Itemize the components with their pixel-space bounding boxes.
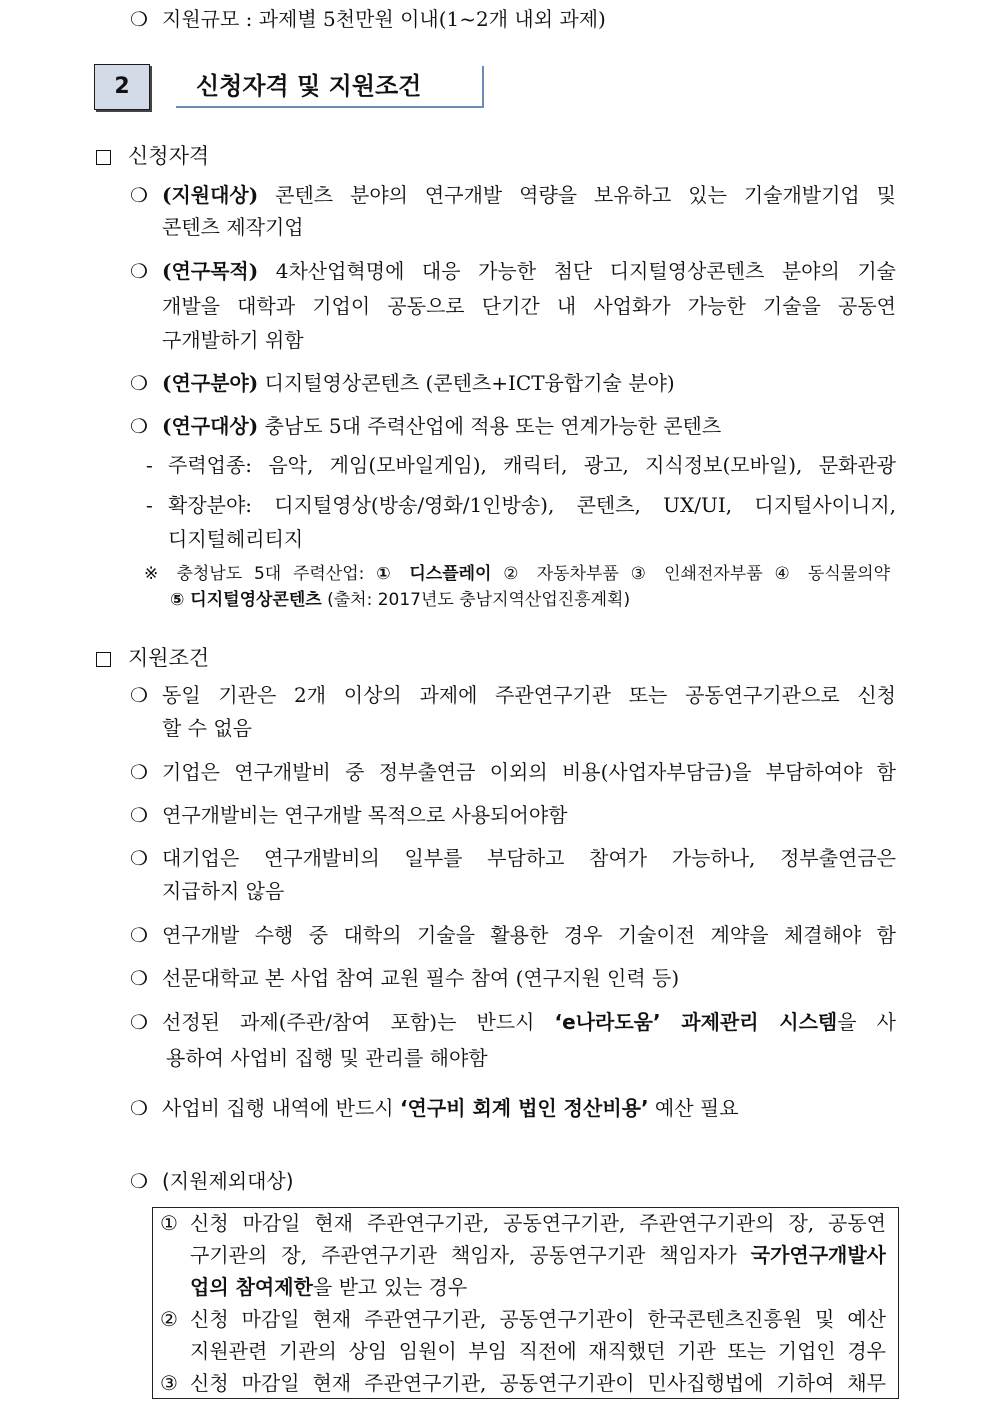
eligibility-item-target: (지원대상) 콘텐츠 분야의 연구개발 역량을 보유하고 있는 기술개발기업 및 xyxy=(162,183,896,207)
conditions-heading: 지원조건 xyxy=(128,646,210,670)
enara-condition-cont: 용하여 사업비 집행 및 관리를 해야함 xyxy=(166,1046,488,1070)
industry-note-cont: ⑤ 디지털영상콘텐츠 (출처: 2017년도 충남지역산업진흥계획) xyxy=(170,590,631,610)
support-scale-text: 지원규모 : 과제별 5천만원 이내(1~2개 내외 과제) xyxy=(162,7,606,31)
dash-bullet-icon: - xyxy=(146,493,153,517)
audit-condition: 사업비 집행 내역에 반드시 ‘연구비 회계 법인 정산비용’ 예산 필요 xyxy=(162,1096,739,1120)
eligibility-item-purpose-cont: 개발을 대학과 기업이 공동으로 단기간 내 사업화가 가능한 기술을 공동연 xyxy=(162,294,896,318)
square-bullet-icon xyxy=(96,150,111,165)
condition-item-cont: 지급하지 않음 xyxy=(162,879,285,903)
eligibility-item-subject: (연구대상) 충남도 5대 주력산업에 적용 또는 연계가능한 콘텐츠 xyxy=(162,414,722,438)
dash-bullet-icon: - xyxy=(146,453,153,477)
expansion-field-line-cont: 디지털헤리티지 xyxy=(168,527,304,551)
condition-item: 선문대학교 본 사업 참여 교원 필수 참여 (연구지원 인력 등) xyxy=(162,966,680,990)
exclusion-item-2: 신청 마감일 현재 주관연구기관, 공동연구기관이 한국콘텐츠진흥원 및 예산 xyxy=(190,1307,886,1331)
condition-item: 연구개발비는 연구개발 목적으로 사용되어야함 xyxy=(162,803,568,827)
circle-bullet-icon: ❍ xyxy=(130,1096,148,1120)
circle-bullet-icon: ❍ xyxy=(130,1010,148,1034)
circle-bullet-icon: ❍ xyxy=(130,923,148,947)
exclusion-item-1-cont: 구기관의 장, 주관연구기관 책임자, 공동연구기관 책임자가 국가연구개발사 xyxy=(190,1243,886,1267)
circle-bullet-icon: ❍ xyxy=(130,7,148,31)
exclusion-item-3: 신청 마감일 현재 주관연구기관, 공동연구기관이 민사집행법에 기하여 채무 xyxy=(190,1371,886,1395)
section-number: 2 xyxy=(94,64,150,110)
expansion-field-line: 확장분야: 디지털영상(방송/영화/1인방송), 콘텐츠, UX/UI, 디지털사이니지, xyxy=(168,493,896,517)
circle-bullet-icon: ❍ xyxy=(130,966,148,990)
main-industry-line: 주력업종: 음악, 게임(모바일게임), 캐릭터, 광고, 지식정보(모바일), 문화관광 xyxy=(168,453,896,477)
eligibility-item-purpose-cont2: 구개발하기 위함 xyxy=(162,328,304,352)
exclusion-number: ③ xyxy=(160,1371,178,1395)
industry-note: ※ 충청남도 5대 주력산업: ① 디스플레이 ② 자동차부품 ③ 인쇄전자부품 ④ 동식물의약 xyxy=(144,564,890,584)
circle-bullet-icon: ❍ xyxy=(130,1169,148,1193)
exclusion-item-2-cont: 지원관련 기관의 상임 임원이 부임 직전에 재직했던 기관 또는 기업인 경우 xyxy=(190,1339,886,1363)
section-title-box xyxy=(176,66,484,108)
condition-item: 대기업은 연구개발비의 일부를 부담하고 참여가 가능하나, 정부출연금은 xyxy=(162,846,896,870)
eligibility-item-target-cont: 콘텐츠 제작기업 xyxy=(162,215,304,239)
circle-bullet-icon: ❍ xyxy=(130,683,148,707)
condition-item: 동일 기관은 2개 이상의 과제에 주관연구기관 또는 공동연구기관으로 신청 xyxy=(162,683,896,707)
square-bullet-icon xyxy=(96,652,111,667)
exclusion-number: ① xyxy=(160,1211,178,1235)
circle-bullet-icon: ❍ xyxy=(130,183,148,207)
exclusion-label: (지원제외대상) xyxy=(162,1169,294,1193)
circle-bullet-icon: ❍ xyxy=(130,414,148,438)
exclusion-number: ② xyxy=(160,1307,178,1331)
condition-item-cont: 할 수 없음 xyxy=(162,716,252,740)
condition-item: 기업은 연구개발비 중 정부출연금 이외의 비용(사업자부담금)을 부담하여야 함 xyxy=(162,760,896,784)
exclusion-item-1-cont2: 업의 참여제한을 받고 있는 경우 xyxy=(190,1275,468,1299)
eligibility-heading: 신청자격 xyxy=(128,144,210,168)
circle-bullet-icon: ❍ xyxy=(130,846,148,870)
circle-bullet-icon: ❍ xyxy=(130,803,148,827)
enara-condition: 선정된 과제(주관/참여 포함)는 반드시 ‘e나라도움’ 과제관리 시스템을 사 xyxy=(162,1010,896,1034)
eligibility-item-field: (연구분야) 디지털영상콘텐츠 (콘텐츠+ICT융합기술 분야) xyxy=(162,371,675,395)
exclusion-item-1: 신청 마감일 현재 주관연구기관, 공동연구기관, 주관연구기관의 장, 공동연 xyxy=(190,1211,886,1235)
section-title: 신청자격 및 지원조건 xyxy=(196,72,422,100)
eligibility-item-purpose: (연구목적) 4차산업혁명에 대응 가능한 첨단 디지털영상콘텐츠 분야의 기술 xyxy=(162,259,896,283)
condition-item: 연구개발 수행 중 대학의 기술을 활용한 경우 기술이전 계약을 체결해야 함 xyxy=(162,923,896,947)
circle-bullet-icon: ❍ xyxy=(130,371,148,395)
circle-bullet-icon: ❍ xyxy=(130,760,148,784)
circle-bullet-icon: ❍ xyxy=(130,259,148,283)
